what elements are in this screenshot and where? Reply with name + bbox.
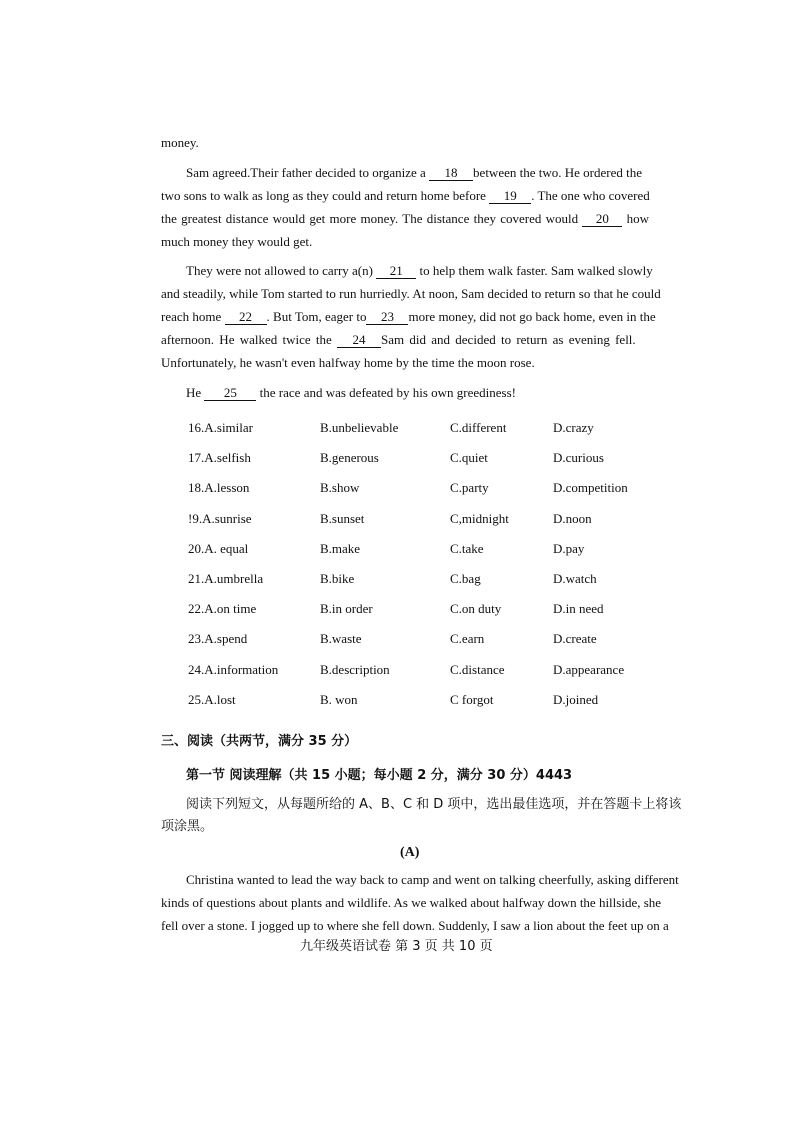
text-line xyxy=(186,164,642,182)
instruction-line: 阅读下列短文，从每题所给的 A、B、C 和 D 项中，选出最佳选项，并在答题卡上将该 xyxy=(186,797,682,812)
blank-20: 20 xyxy=(582,212,622,227)
text: Sam did and decided to return as evening fell. xyxy=(381,332,636,347)
option-20-C: C.take xyxy=(450,541,484,556)
text: how xyxy=(622,211,650,226)
text-line: and steadily, while Tom started to run hurriedly. At noon, Sam decided to return so that he could xyxy=(161,286,661,301)
option-22-C: C.on duty xyxy=(450,601,502,616)
option-19-C: C,midnight xyxy=(450,511,509,526)
blank-21: 21 xyxy=(376,264,416,279)
option-19-A: !9.A.sunrise xyxy=(188,511,252,526)
option-20-A: 20.A. equal xyxy=(188,541,249,556)
text: to help them walk faster. Sam walked slowly xyxy=(416,263,653,278)
option-21-A: 21.A.umbrella xyxy=(188,571,264,586)
option-23-D: D.create xyxy=(553,631,597,646)
option-23-C: C.earn xyxy=(450,631,485,646)
blank-18: 18 xyxy=(429,166,473,181)
text: . But Tom, eager to xyxy=(266,309,367,324)
option-25-A: 25.A.lost xyxy=(188,692,236,707)
option-17-D: D.curious xyxy=(553,450,604,465)
option-21-D: D.watch xyxy=(553,571,597,586)
text-line: fell over a stone. I jogged up to where she fell down. Suddenly, I saw a lion about the feet up on a xyxy=(161,918,669,933)
text-line: Christina wanted to lead the way back to camp and went on talking cheerfully, asking different xyxy=(186,872,679,887)
option-16-D: D.crazy xyxy=(553,420,594,435)
text: They were not allowed to carry a(n) xyxy=(186,263,377,278)
option-25-C: C forgot xyxy=(450,692,494,707)
blank-19: 19 xyxy=(489,189,531,204)
blank-22: 22 xyxy=(225,310,267,325)
option-18-B: B.show xyxy=(320,480,360,495)
option-16-A: 16.A.similar xyxy=(188,420,253,435)
blank-25: 25 xyxy=(204,386,256,401)
option-22-D: D.in need xyxy=(553,601,604,616)
option-24-A: 24.A.information xyxy=(188,662,279,677)
option-18-D: D.competition xyxy=(553,480,628,495)
option-21-B: B.bike xyxy=(320,571,355,586)
option-17-B: B.generous xyxy=(320,450,379,465)
option-18-A: 18.A.lesson xyxy=(188,480,250,495)
option-19-D: D.noon xyxy=(553,511,592,526)
text-line xyxy=(186,384,516,402)
text-line: Unfortunately, he wasn't even halfway home by the time the moon rose. xyxy=(161,355,535,370)
option-17-C: C.quiet xyxy=(450,450,488,465)
option-25-B: B. won xyxy=(320,692,358,707)
option-22-B: B.in order xyxy=(320,601,373,616)
text: two sons to walk as long as they could and return home before xyxy=(161,188,490,203)
sub-heading: 第一节 阅读理解（共 15 小题；每小题 2 分，满分 30 分）4443 xyxy=(186,768,573,783)
option-17-A: 17.A.selfish xyxy=(188,450,251,465)
page-footer: 九年级英语试卷 第 3 页 共 10 页 xyxy=(300,939,493,954)
option-20-D: D.pay xyxy=(553,541,585,556)
text: Sam agreed.Their father decided to organize a xyxy=(186,165,430,180)
text-line xyxy=(186,262,653,280)
text: more money, did not go back home, even in the xyxy=(408,309,656,324)
blank-23: 23 xyxy=(366,310,408,325)
text-line xyxy=(161,308,656,326)
option-16-B: B.unbelievable xyxy=(320,420,399,435)
option-24-C: C.distance xyxy=(450,662,505,677)
text: between the two. He ordered the xyxy=(473,165,642,180)
option-23-B: B.waste xyxy=(320,631,362,646)
option-19-B: B.sunset xyxy=(320,511,365,526)
option-25-D: D.joined xyxy=(553,692,599,707)
text-line xyxy=(161,210,649,228)
text: the greatest distance would get more money. The distance they covered would xyxy=(161,211,583,226)
option-23-A: 23.A.spend xyxy=(188,631,248,646)
section-heading: 三、阅读（共两节，满分 35 分） xyxy=(161,734,358,749)
option-16-C: C.different xyxy=(450,420,507,435)
option-22-A: 22.A.on time xyxy=(188,601,257,616)
text: . The one who covered xyxy=(531,188,650,203)
text-line xyxy=(161,331,636,349)
text: reach home xyxy=(161,309,225,324)
option-24-D: D.appearance xyxy=(553,662,625,677)
passage-label: (A) xyxy=(400,845,420,860)
text: the race and was defeated by his own greediness! xyxy=(256,385,516,400)
option-24-B: B.description xyxy=(320,662,390,677)
blank-24: 24 xyxy=(337,333,381,348)
text: afternoon. He walked twice the xyxy=(161,332,338,347)
option-18-C: C.party xyxy=(450,480,489,495)
instruction-line: 项涂黑。 xyxy=(161,819,214,834)
text: He xyxy=(186,385,205,400)
text-line xyxy=(161,187,650,205)
option-20-B: B.make xyxy=(320,541,361,556)
text-line: much money they would get. xyxy=(161,234,313,249)
option-21-C: C.bag xyxy=(450,571,481,586)
text-line: kinds of questions about plants and wildlife. As we walked about halfway down the hillside, she xyxy=(161,895,662,910)
text-line: money. xyxy=(161,135,199,150)
